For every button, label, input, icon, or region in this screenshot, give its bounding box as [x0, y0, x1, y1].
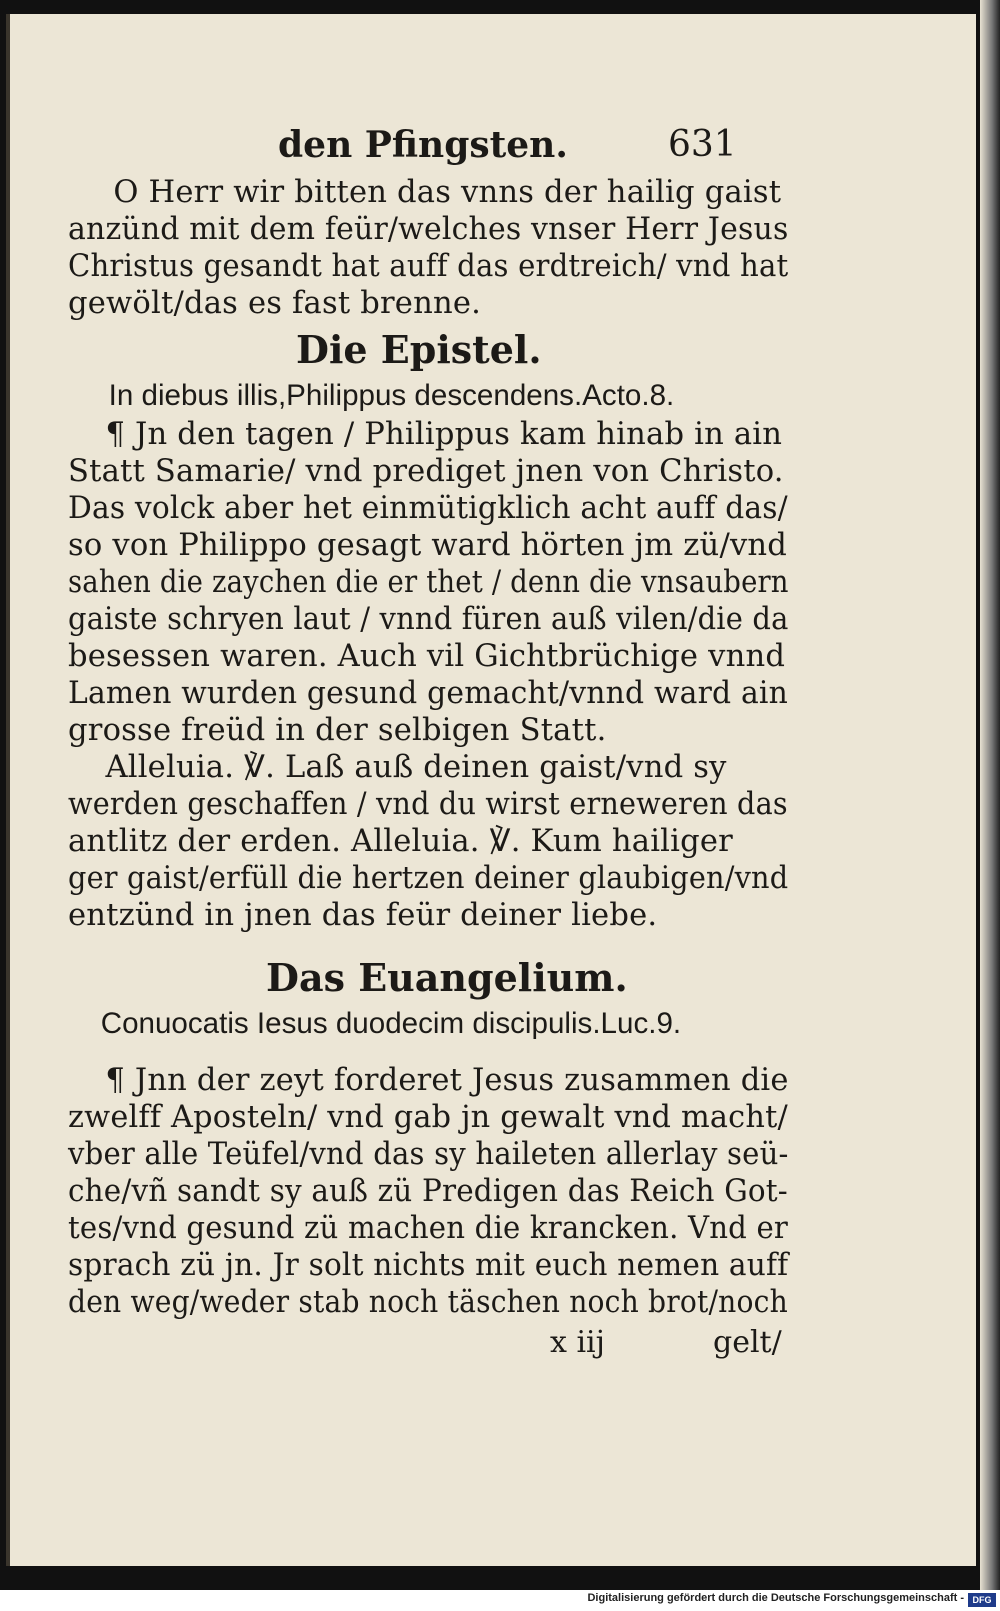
epistle-line: besessen waren. Auch vil Gichtbrüchige vnnd	[68, 638, 786, 674]
alleluia-line: Alleluia. ℣. Laß auß deinen gaist/vnd sy	[105, 749, 727, 785]
page-header	[68, 124, 798, 174]
epistle-line: ¶ Jn den tagen / Philippus kam hinab in ain	[105, 416, 783, 452]
page-number: 631	[668, 124, 737, 165]
gospel-heading: Das Euangelium.	[266, 955, 628, 1000]
prayer-line: Christus gesandt hat auff das erdtreich/ vnd hat	[68, 248, 789, 284]
running-head: den Pfingsten.	[278, 124, 568, 166]
epistle-line: Lamen wurden gesund gemacht/vnnd ward ain	[68, 675, 788, 711]
prayer-line: O Herr wir bitten das vnns der hailig gaist	[113, 174, 782, 210]
dfg-logo: DFG	[968, 1593, 996, 1607]
epistle-line: Statt Samarie/ vnd prediget jnen von Christo.	[68, 453, 784, 489]
gospel-line: den weg/weder stab noch täschen noch brot/noch	[68, 1284, 788, 1320]
gospel-paragraph	[68, 1062, 798, 1321]
epistle-line: grosse freüd in der selbigen Statt.	[68, 712, 607, 748]
signature-mark: x iij	[550, 1325, 605, 1360]
prayer-paragraph	[68, 174, 798, 322]
epistle-line: gaiste schryen laut / vnnd füren auß vilen/die da	[68, 601, 789, 637]
alleluia-line: ger gaist/erfüll die hertzen deiner glaubigen/vnd	[68, 860, 789, 896]
gospel-line: tes/vnd gesund zü machen die krancken. Vnd er	[68, 1210, 789, 1246]
gospel-incipit: Conuocatis Iesus duodecim discipulis.Luc.9.	[100, 1007, 682, 1040]
alleluia-line: antlitz der erden. Alleluia. ℣. Kum hailiger	[68, 823, 733, 859]
gospel-line: sprach zü jn. Jr solt nichts mit euch nemen auff	[68, 1247, 789, 1283]
gospel-line: ¶ Jnn der zeyt forderet Jesus zusammen die	[105, 1062, 789, 1098]
gospel-line: che/vñ sandt sy auß zü Predigen das Reich Got-	[68, 1173, 788, 1209]
epistle-line: sahen die zaychen die er thet / denn die vnsaubern	[68, 564, 789, 600]
alleluia-line: werden geschaffen / vnd du wirst erneweren das	[68, 786, 788, 822]
epistle-paragraph	[68, 416, 798, 749]
page-text-block	[68, 124, 798, 1361]
gospel-line: vber alle Teüfel/vnd das sy haileten allerlay seü-	[68, 1136, 789, 1172]
catchword: gelt/	[713, 1325, 782, 1360]
prayer-line: anzünd mit dem feür/welches vnser Herr Jesus	[68, 211, 789, 247]
footer-credit: Digitalisierung gefördert durch die Deutsche Forschungsgemeinschaft -	[587, 1592, 964, 1604]
alleluia-paragraph	[68, 749, 798, 934]
epistle-line: so von Philippo gesagt ward hörten jm zü/vnd	[68, 527, 788, 563]
page-edge-shadow	[980, 0, 1000, 1590]
page-footer-marks	[68, 1321, 798, 1361]
epistle-line: Das volck aber het einmütigklich acht auff das/	[68, 490, 788, 526]
epistle-heading: Die Epistel.	[296, 327, 542, 372]
gospel-line: zwelff Aposteln/ vnd gab jn gewalt vnd macht/	[68, 1099, 788, 1135]
book-page	[6, 14, 976, 1566]
prayer-line: gewölt/das es fast brenne.	[68, 285, 482, 321]
alleluia-line: entzünd in jnen das feür deiner liebe.	[68, 897, 658, 933]
digitization-footer	[0, 1590, 1000, 1611]
epistle-incipit: In diebus illis,Philippus descendens.Acto.8.	[108, 379, 675, 412]
